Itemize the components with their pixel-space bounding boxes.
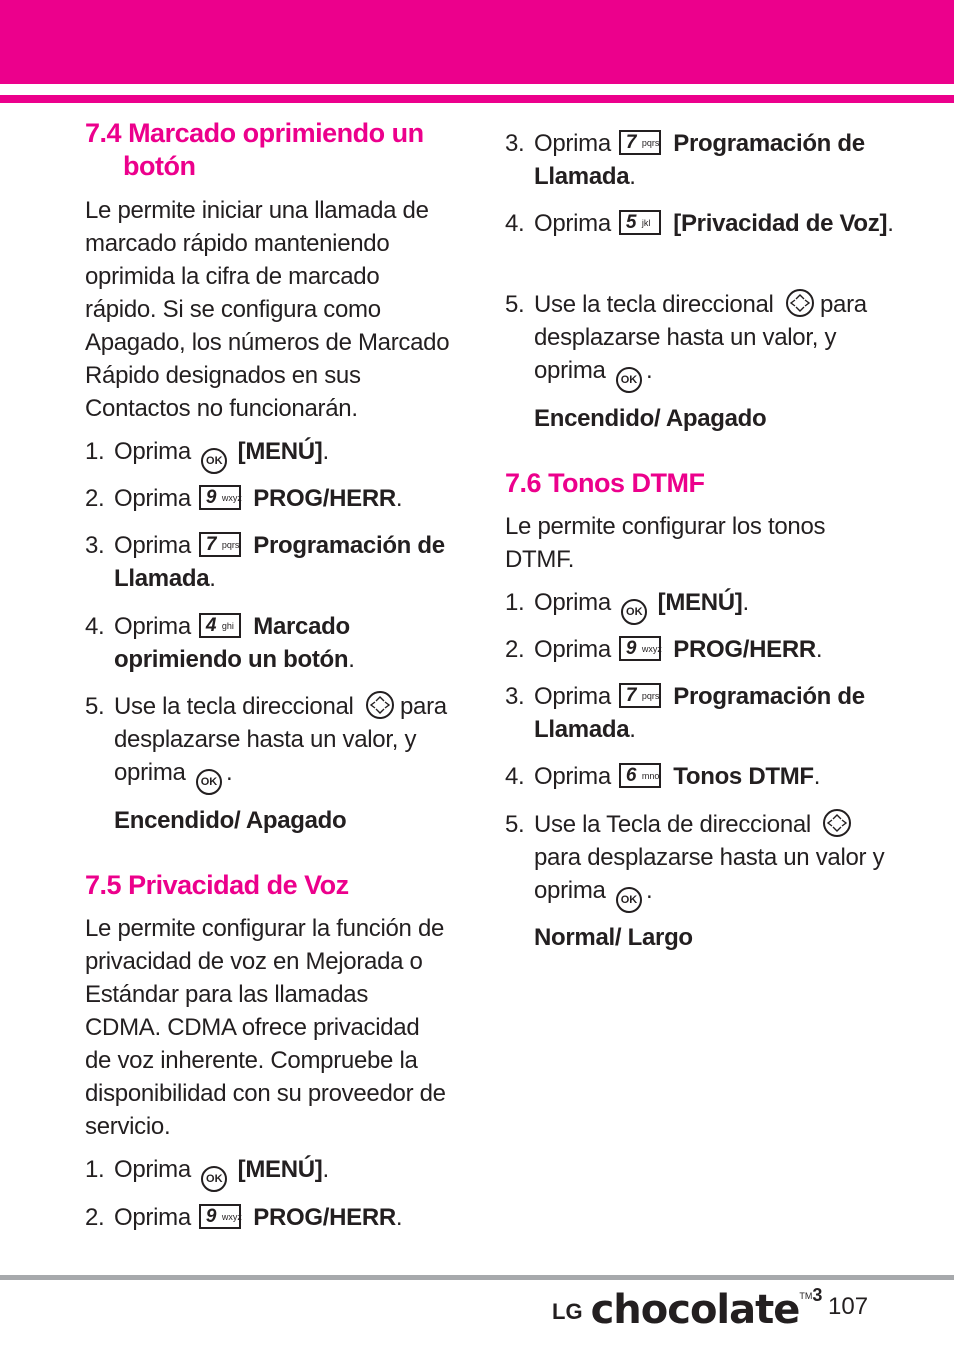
- key-letters: wxyz: [221, 493, 242, 503]
- section-7-4-options: [114, 804, 346, 837]
- section-7-5-title: Privacidad de Voz: [128, 870, 349, 900]
- section-7-6-step-1: [505, 586, 904, 625]
- step-verb: Oprima: [534, 636, 611, 663]
- step-number: 5.: [85, 693, 105, 720]
- section-7-5-step-5: [505, 288, 904, 393]
- ok-key-icon: OK: [621, 599, 647, 625]
- options-text: Encendido/ Apagado: [534, 405, 767, 432]
- key-letters: wxyz: [221, 1212, 242, 1222]
- step-verb: Oprima: [114, 613, 191, 640]
- section-7-6-step-2: [505, 633, 904, 666]
- ok-key-icon: OK: [616, 887, 642, 913]
- section-7-6-step-5: [505, 808, 904, 913]
- logo-brand: chocolate: [590, 1287, 800, 1333]
- step-verb: Oprima: [534, 683, 611, 710]
- step-number: 2.: [505, 636, 525, 663]
- logo-tm: TM: [799, 1291, 813, 1301]
- step-number: 4.: [85, 613, 105, 640]
- step-number: 2.: [85, 1204, 105, 1231]
- step-tail: .: [629, 163, 636, 190]
- step-text: para desplazarse hasta un valor, y oprima: [114, 693, 447, 786]
- section-7-6-heading: [505, 467, 875, 500]
- section-7-4-heading: [85, 117, 488, 183]
- key-7-icon: [199, 532, 241, 557]
- section-7-5-step-4: [505, 207, 904, 240]
- ok-key-icon: OK: [201, 1166, 227, 1192]
- step-text: para desplazarse hasta un valor y oprima: [534, 844, 885, 904]
- section-7-4-step-5: [85, 690, 479, 795]
- section-7-6-body: Le permite configurar los tonos DTMF.: [505, 513, 826, 573]
- step-text: Use la tecla direccional: [114, 693, 354, 720]
- step-text: Use la Tecla de direccional: [534, 811, 811, 838]
- step-verb: Oprima: [114, 438, 191, 465]
- step-tail: .: [348, 646, 355, 673]
- key-letters: wxyz: [641, 644, 662, 654]
- section-7-6-step-4: [505, 760, 904, 793]
- key-digit: 9: [205, 1206, 217, 1227]
- section-7-5-heading: [85, 869, 450, 902]
- key-9-icon: [199, 485, 241, 510]
- key-9-icon: [619, 636, 661, 661]
- ok-key-icon: OK: [201, 448, 227, 474]
- section-7-6-options: [534, 921, 693, 954]
- section-7-6-number: 7.6: [505, 468, 542, 498]
- step-tail: .: [645, 357, 653, 384]
- key-digit: 4: [205, 615, 217, 636]
- ok-key-icon: OK: [196, 769, 222, 795]
- step-tail: .: [395, 1204, 403, 1231]
- step-tail: .: [322, 438, 329, 465]
- key-digit: 9: [205, 487, 217, 508]
- step-tail: .: [645, 877, 653, 904]
- options-text: Normal/ Largo: [534, 924, 693, 951]
- key-5-icon: [619, 210, 661, 235]
- key-7-icon: [619, 130, 661, 155]
- step-label: Tonos DTMF: [673, 763, 814, 790]
- step-number: 3.: [85, 532, 105, 559]
- step-number: 5.: [505, 811, 525, 838]
- step-tail: .: [209, 565, 216, 592]
- step-tail: .: [395, 485, 403, 512]
- footer-rule: [0, 1275, 954, 1280]
- step-verb: Oprima: [534, 589, 611, 616]
- step-tail: .: [815, 636, 823, 663]
- section-7-4-title: Marcado oprimiendo un botón: [123, 118, 424, 181]
- step-label: [MENÚ]: [237, 438, 323, 465]
- step-label: [Privacidad de Voz]: [673, 210, 888, 237]
- key-4-icon: [199, 613, 241, 638]
- section-7-4-step-2: [85, 482, 479, 515]
- step-text: Use la tecla direccional: [534, 291, 774, 318]
- step-label: Programación de Llamada: [114, 532, 445, 592]
- step-verb: Oprima: [114, 1156, 191, 1183]
- step-tail: .: [225, 759, 233, 786]
- step-number: 4.: [505, 210, 525, 237]
- section-7-5-number: 7.5: [85, 870, 122, 900]
- key-letters: ghi: [221, 621, 234, 631]
- key-9-icon: [199, 1204, 241, 1229]
- key-digit: 9: [625, 638, 637, 659]
- page-number: 107: [828, 1293, 869, 1320]
- step-number: 3.: [505, 683, 525, 710]
- section-7-5-step-3: [505, 127, 904, 193]
- step-label: PROG/HERR: [253, 1204, 396, 1231]
- step-label: [MENÚ]: [237, 1156, 323, 1183]
- key-letters: pqrs: [641, 138, 660, 148]
- ok-key-icon: OK: [616, 367, 642, 393]
- step-verb: Oprima: [534, 763, 611, 790]
- key-6-icon: [619, 763, 661, 788]
- header-magenta-rule: [0, 95, 954, 103]
- step-number: 4.: [505, 763, 525, 790]
- key-letters: pqrs: [641, 691, 660, 701]
- step-text: para desplazarse hasta un valor, y oprima: [534, 291, 867, 384]
- step-label: Marcado oprimiendo un botón: [114, 613, 350, 673]
- header-magenta-bar: [0, 0, 954, 84]
- step-tail: .: [629, 716, 636, 743]
- logo-lg: LG: [552, 1299, 583, 1324]
- section-7-4-step-3: [85, 529, 479, 595]
- step-label: [MENÚ]: [657, 589, 743, 616]
- key-digit: 7: [625, 685, 637, 706]
- step-verb: Oprima: [114, 1204, 191, 1231]
- section-7-4-step-1: [85, 435, 479, 474]
- step-number: 1.: [85, 1156, 105, 1183]
- step-tail: .: [742, 589, 749, 616]
- key-letters: pqrs: [221, 540, 240, 550]
- step-number: 5.: [505, 291, 525, 318]
- directional-key-icon: [823, 809, 851, 837]
- key-letters: jkl: [641, 218, 651, 228]
- section-7-6-title: Tonos DTMF: [548, 468, 705, 498]
- lg-chocolate-logo: [552, 1285, 823, 1333]
- key-7-icon: [619, 683, 661, 708]
- step-verb: Oprima: [534, 130, 611, 157]
- step-number: 2.: [85, 485, 105, 512]
- step-number: 1.: [85, 438, 105, 465]
- step-number: 3.: [505, 130, 525, 157]
- section-7-5-options: [534, 402, 766, 435]
- section-7-4-body: Le permite iniciar una llamada de marcado rápido manteniendo oprimida la cifra de marcado rápido. Si se configura como Apagado, los números de Marcado Rápido designados en sus Contactos no funcionarán.: [85, 197, 450, 422]
- directional-key-icon: [786, 289, 814, 317]
- key-digit: 6: [625, 765, 637, 786]
- key-digit: 5: [625, 212, 637, 233]
- step-verb: Oprima: [114, 485, 191, 512]
- section-7-6-step-3: [505, 680, 904, 746]
- section-7-4-number: 7.4: [85, 118, 122, 148]
- section-7-5-body: Le permite configurar la función de privacidad de voz en Mejorada o Estándar para las llamadas CDMA. CDMA ofrece privacidad de voz inherente. Compruebe la disponibilidad con su proveedor de servicio.: [85, 915, 446, 1140]
- step-tail: .: [813, 763, 821, 790]
- step-tail: .: [322, 1156, 329, 1183]
- options-text: Encendido/ Apagado: [114, 807, 347, 834]
- key-digit: 7: [625, 132, 637, 153]
- key-letters: mno: [641, 771, 660, 781]
- step-label: Programación de Llamada: [534, 683, 865, 743]
- section-7-5-step-1: [85, 1153, 479, 1192]
- step-number: 1.: [505, 589, 525, 616]
- step-label: Programación de Llamada: [534, 130, 865, 190]
- step-label: PROG/HERR: [253, 485, 396, 512]
- step-verb: Oprima: [534, 210, 611, 237]
- directional-key-icon: [366, 691, 394, 719]
- key-digit: 7: [205, 534, 217, 555]
- section-7-5-step-2: [85, 1201, 479, 1234]
- section-7-4-step-4: [85, 610, 479, 676]
- logo-version: 3: [812, 1285, 823, 1305]
- step-verb: Oprima: [114, 532, 191, 559]
- step-label: PROG/HERR: [673, 636, 816, 663]
- step-tail: .: [887, 210, 894, 237]
